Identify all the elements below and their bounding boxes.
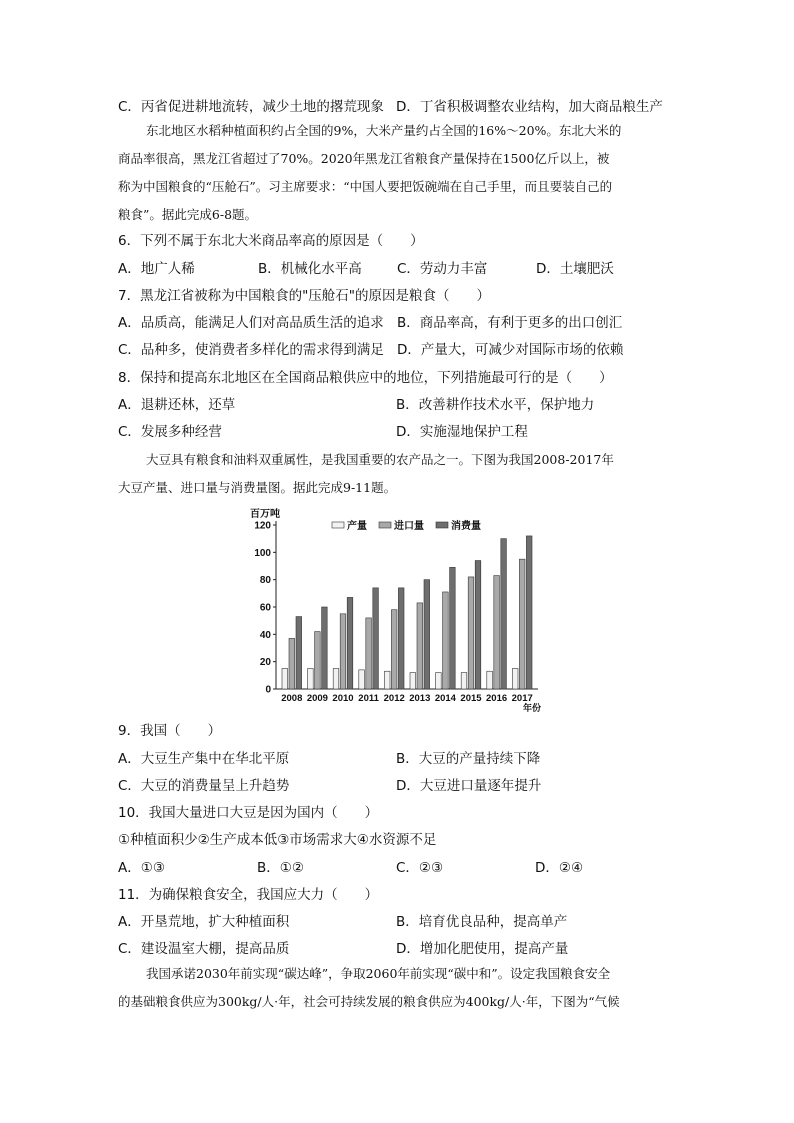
bar-进口量	[289, 638, 295, 689]
y-tick-label: 60	[259, 602, 271, 614]
passage-rice	[118, 117, 670, 229]
bar-产量	[436, 673, 442, 689]
q6-option-c: C．劳动力丰富	[397, 261, 488, 277]
q9-option-d: D．大豆进口量逐年提升	[396, 778, 542, 794]
q8-option-d: D．实施湿地保护工程	[396, 424, 528, 440]
passage-carbon-line: 的基础粮食供应为300kg/人·年，社会可持续发展的粮食供应为400kg/人·年，下图为“气候	[118, 994, 620, 1009]
q9-option-c: C．大豆的消费量呈上升趋势	[118, 778, 290, 794]
bar-进口量	[519, 559, 525, 689]
x-tick-label: 2017	[511, 693, 533, 704]
passage-carbon-line: 我国承诺2030年前实现“碳达峰”，争取2060年前实现“碳中和”。设定我国粮食安全	[146, 966, 611, 981]
bar-消费量	[475, 561, 481, 689]
q11-option-d: D．增加化肥使用，提高产量	[396, 941, 569, 957]
legend-swatch	[332, 522, 344, 528]
y-tick-label: 20	[259, 657, 271, 669]
q8-option-c: C．发展多种经营	[118, 424, 222, 440]
q10-option-b: B．①②	[257, 860, 304, 876]
bar-消费量	[347, 597, 353, 689]
q5-option-d: D．丁省积极调整农业结构，加大商品粮生产	[396, 99, 663, 115]
bar-产量	[384, 671, 390, 689]
q11-option-c: C．建设温室大棚，提高品质	[118, 941, 290, 957]
x-tick-label: 2015	[460, 693, 482, 704]
passage-rice-line: 粮食”。据此完成6-8题。	[118, 207, 258, 222]
bar-进口量	[315, 632, 321, 689]
q8-stem: 8．保持和提高东北地区在全国商品粮供应中的地位，下列措施最可行的是（ ）	[118, 370, 613, 386]
bar-进口量	[443, 592, 449, 689]
bar-产量	[308, 669, 314, 690]
q6-option-b: B．机械化水平高	[258, 261, 362, 277]
bar-产量	[359, 670, 365, 689]
q7-option-d: D．产量大，可减少对国际市场的依赖	[397, 342, 624, 358]
legend-label: 消费量	[451, 521, 481, 532]
y-tick-label: 0	[265, 684, 271, 696]
bar-进口量	[340, 614, 346, 689]
bar-进口量	[417, 603, 423, 689]
x-tick-label: 2009	[306, 693, 328, 704]
q11-option-b: B．培育优良品种，提高单产	[396, 914, 568, 930]
x-axis-unit-label: 年份	[522, 703, 542, 713]
bar-产量	[282, 669, 288, 690]
passage-rice-line: 东北地区水稻种植面积约占全国的9%，大米产量约占全国的16%～20%。东北大米的	[146, 123, 622, 138]
bar-消费量	[398, 588, 404, 689]
q10-option-d: D．②④	[535, 860, 584, 876]
q7-option-c: C．品种多，使消费者多样化的需求得到满足	[118, 342, 384, 358]
x-tick-label: 2016	[486, 693, 508, 704]
q10-stem: 10．我国大量进口大豆是因为国内（ ）	[118, 805, 379, 821]
y-tick-label: 40	[259, 629, 271, 641]
q6-option-a: A．地广人稀	[118, 261, 195, 277]
q10-option-a: A．①③	[118, 860, 165, 876]
passage-carbon	[118, 960, 670, 1016]
bar-产量	[461, 673, 467, 689]
q10-statements: ①种植面积少②生产成本低③市场需求大④水资源不足	[118, 832, 437, 848]
passage-rice-line: 称为中国粮食的“压舱石”。习主席要求：“中国人要把饭碗端在自己手里，而且要装自己的	[118, 179, 613, 194]
bar-进口量	[494, 576, 500, 689]
bar-进口量	[366, 618, 372, 689]
q5-option-c: C．丙省促进耕地流转，减少土地的撂荒现象	[118, 99, 384, 115]
q9-stem: 9．我国（ ）	[118, 723, 222, 739]
bar-产量	[333, 669, 339, 690]
bar-消费量	[501, 539, 507, 689]
q8-option-a: A．退耕还林，还草	[118, 397, 236, 413]
bar-产量	[410, 673, 416, 689]
q11-stem: 11．为确保粮食安全，我国应大力（ ）	[118, 887, 379, 903]
x-tick-label: 2014	[434, 693, 456, 704]
x-tick-label: 2013	[409, 693, 431, 704]
x-tick-label: 2010	[332, 693, 354, 704]
legend-label: 产量	[347, 521, 367, 532]
q7-option-a: A．品质高，能满足人们对高品质生活的追求	[118, 315, 384, 331]
bar-进口量	[391, 610, 397, 689]
y-tick-label: 100	[254, 547, 271, 559]
passage-soybean	[118, 446, 670, 502]
y-tick-label: 80	[259, 575, 271, 587]
bar-进口量	[468, 577, 474, 689]
y-tick-label: 120	[254, 520, 271, 532]
y-axis-unit-label: 百万吨	[250, 509, 280, 520]
q6-stem: 6．下列不属于东北大米商品率高的原因是（ ）	[118, 233, 424, 249]
legend-label: 进口量	[394, 521, 424, 532]
passage-soybean-line: 大豆具有粮食和油料双重属性，是我国重要的农产品之一。下图为我国2008-2017年	[146, 452, 614, 467]
bar-消费量	[450, 567, 456, 689]
bar-消费量	[526, 536, 532, 689]
q6-option-d: D．土壤肥沃	[536, 261, 614, 277]
bar-消费量	[373, 588, 379, 689]
q9-option-a: A．大豆生产集中在华北平原	[118, 751, 290, 767]
q8-option-b: B．改善耕作技术水平，保护地力	[396, 397, 595, 413]
q10-option-c: C．②③	[396, 860, 444, 876]
passage-rice-line: 商品率很高，黑龙江省超过了70%。2020年黑龙江省粮食产量保持在1500亿斤以上，被	[118, 151, 610, 166]
q11-option-a: A．开垦荒地，扩大种植面积	[118, 914, 290, 930]
x-tick-label: 2008	[281, 693, 303, 704]
soybean-chart	[246, 505, 546, 715]
bar-消费量	[322, 607, 328, 689]
bar-产量	[487, 671, 493, 689]
passage-soybean-line: 大豆产量、进口量与消费量图。据此完成9-11题。	[118, 480, 397, 495]
x-tick-label: 2011	[358, 693, 379, 704]
q7-stem: 7．黑龙江省被称为中国粮食的"压舱石"的原因是粮食（ ）	[118, 288, 491, 304]
bar-消费量	[296, 617, 302, 689]
q9-option-b: B．大豆的产量持续下降	[396, 751, 541, 767]
legend-swatch	[379, 522, 391, 528]
bar-产量	[512, 669, 518, 690]
bar-消费量	[424, 580, 430, 689]
q7-option-b: B．商品率高，有利于更多的出口创汇	[397, 315, 623, 331]
x-tick-label: 2012	[383, 693, 405, 704]
legend-swatch	[436, 522, 448, 528]
